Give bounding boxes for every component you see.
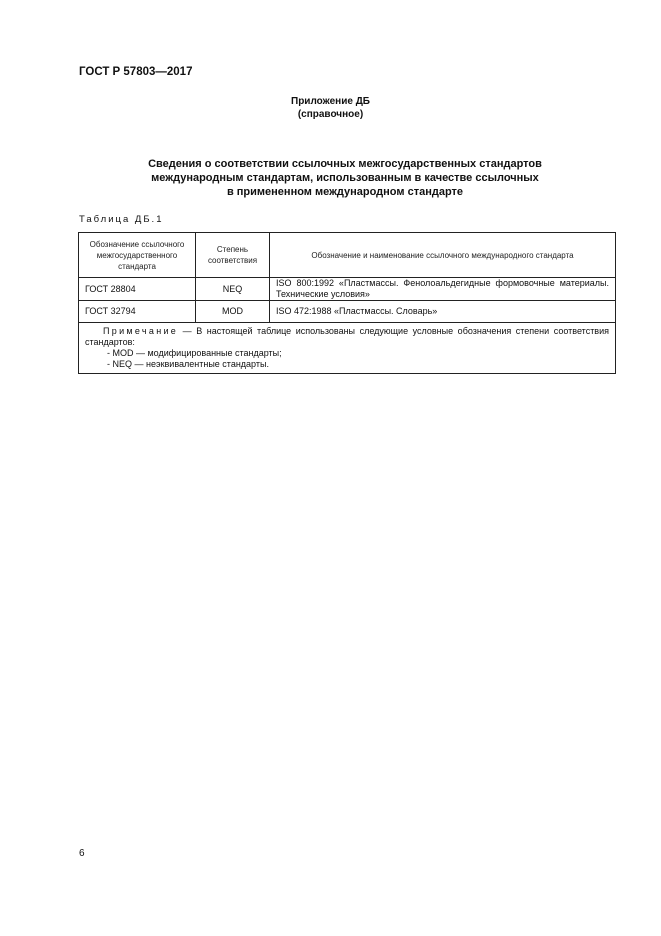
table-note-row — [79, 323, 616, 374]
cell-international: ISO 800:1992 «Пластмассы. Фенолоальдегидные формовочные материалы. Технические условия» — [270, 278, 616, 301]
table-row — [79, 278, 616, 301]
cell-standard: ГОСТ 28804 — [79, 278, 196, 301]
table-row — [79, 301, 616, 323]
document-code: ГОСТ Р 57803—2017 — [79, 66, 193, 78]
cell-standard: ГОСТ 32794 — [79, 301, 196, 323]
column-header-degree: Степень соответствия — [196, 233, 270, 278]
table-header-row — [79, 233, 616, 278]
note-item-mod: - MOD — модифицированные стандарты; — [107, 348, 282, 358]
correspondence-table — [78, 232, 616, 374]
heading-line-2: международным стандартам, использованным в качестве ссылочных — [151, 172, 539, 184]
note-label: Примечание — [103, 326, 179, 336]
heading-line-1: Сведения о соответствии ссылочных межгосударственных стандартов — [148, 158, 542, 170]
column-header-standard: Обозначение ссылочного межгосударственного стандарта — [79, 233, 196, 278]
section-heading — [100, 157, 590, 199]
table-note — [79, 323, 616, 374]
cell-degree: NEQ — [196, 278, 270, 301]
cell-international: ISO 472:1988 «Пластмассы. Словарь» — [270, 301, 616, 323]
note-body: — В настоящей таблице использованы следующие условные обозначения степени соответствия стандартов: — [85, 326, 609, 347]
table-caption: Таблица ДБ.1 — [79, 214, 164, 225]
column-header-international: Обозначение и наименование ссылочного международного стандарта — [270, 233, 616, 278]
note-text — [85, 326, 609, 348]
appendix-type: (справочное) — [297, 109, 364, 120]
appendix-title: Приложение ДБ — [291, 96, 370, 107]
heading-line-3: в примененном международном стандарте — [226, 186, 464, 198]
cell-degree: MOD — [196, 301, 270, 323]
page-number: 6 — [79, 848, 85, 859]
note-item-neq: - NEQ — неэквивалентные стандарты. — [107, 359, 269, 369]
